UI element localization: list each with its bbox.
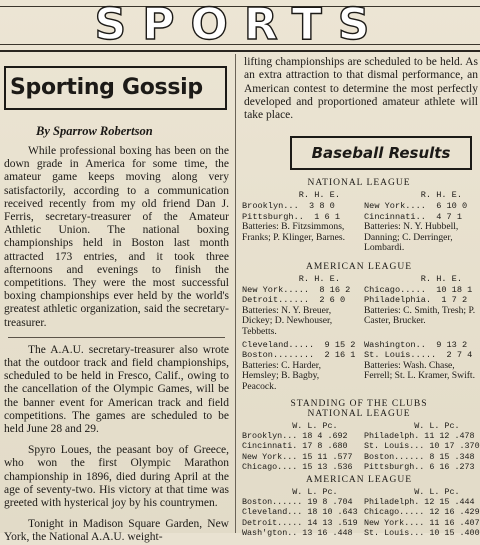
standings-row: Wash'gton.. 13 16 .448 [242,528,353,539]
article-paragraph: Spyro Loues, the peasant boy of Greece, who won the first Olympic Marathon championship in 1896, died during April at the age of seventy-two. His victory at that time was greeted with hysterical joy by his countrymen. [4,444,229,510]
article-paragraph: The A.A.U. secretary-treasurer also wrote that the outdoor track and field championships, scheduled to be held in Fresco, Calif., owing to the cancellation of the Olympic Games, will be the banner event for American track and field competitions. The games are scheduled to be held June 28 and 29. [4,343,229,436]
standings-row: W. L. Pc. [242,420,338,431]
league-games [238,274,480,338]
league-title: NATIONAL LEAGUE [307,408,411,419]
league-games [238,340,480,393]
byline: By Sparrow Robertson [36,124,153,138]
score-line: Philadelphia. 1 7 2 [364,295,468,306]
batteries-line: Batteries: C. Harder, Hemsley; B. Bagby, Peacock. [242,359,322,392]
article-paragraph: While professional boxing has been on the down grade in America for some time, the amateur game keeps moving along very satisfactorily, according to a communication received recently from my old friend Dan J. Ferris, secretary-treasurer of the Amateur Athletic Union. The national boxing championships held in Boston last month attracted 173 entries, and it took three afternoons and evenings to finish the competitions. They were the most successful boxing championships ever held by the world's greatest athletic organization, said the secretary-treasurer. [4,145,229,329]
score-line: R. H. E. [364,274,462,285]
standings-row: Cleveland... 18 10 .643 [242,507,358,518]
standings-row: Philadelph. 12 15 .444 [364,497,475,508]
standings-column [364,420,480,473]
standings-row: Cincinnati. 17 8 .680 [242,441,348,452]
game-box [364,340,476,393]
score-line: Pittsburgh.. 1 6 1 [242,211,340,222]
standings-row: W. L. Pc. [242,486,338,497]
standings-row: Chicago..... 12 16 .429 [364,507,480,518]
results-heading: Baseball Results [290,136,472,170]
league-title: AMERICAN LEAGUE [305,262,413,273]
standings-row: New York... 15 11 .577 [242,451,353,462]
gossip-column [0,54,233,544]
score-line: R. H. E. [242,274,340,285]
standings-row: New York.... 11 16 .407 [364,517,480,528]
standings-column [242,421,354,473]
standings-row: Brooklyn... 18 4 .692 [242,430,348,441]
score-line: Detroit...... 2 6 0 [242,295,346,306]
game-box [364,190,476,254]
paragraph-separator [8,337,225,338]
standings-column [364,486,480,539]
results-column [238,54,480,539]
gossip-heading: Sporting Gossip [4,66,227,110]
standings-row: Boston...... 8 15 .348 [364,451,475,462]
section-title: SPORTS [94,0,386,50]
standings-row: St. Louis... 10 17 .370 [364,441,480,452]
score-line: Washington.. 9 13 2 [364,339,468,350]
column-divider [235,54,236,533]
score-line: R. H. E. [242,190,340,201]
score-line: Brooklyn... 3 8 0 [242,201,335,212]
score-line: Cleveland..... 9 15 2 [242,339,356,350]
batteries-line: Batteries: C. Smith, Tresh; P. Caster, Brucker. [364,304,476,327]
batteries-line: Batteries: N. Y. Breuer, Dickey; D. Newhouser, Tebbetts. [242,304,333,338]
league-title: AMERICAN LEAGUE [305,474,413,485]
score-line: R. H. E. [364,190,462,201]
league-games [238,190,480,254]
score-line: Chicago..... 10 18 1 [364,284,473,295]
standings-table [238,487,480,539]
score-line: New York.... 6 10 0 [364,201,468,212]
game-box [242,340,354,393]
score-line: St. Louis..... 2 7 4 [364,350,473,361]
masthead [0,0,480,52]
standings-title: STANDING OF THE CLUBS [290,398,428,409]
standings-row: W. L. Pc. [364,420,460,431]
standings-row: Boston...... 19 8 .704 [242,497,353,508]
standings-table [238,421,480,473]
standings-row: W. L. Pc. [364,486,460,497]
score-line: New York..... 8 16 2 [242,284,351,295]
game-box [364,274,476,338]
score-line: Cincinnati.. 4 7 1 [364,211,462,222]
continued-paragraph: lifting championships are scheduled to be held. As an extra attraction to that dismal performance, an American contest to determine the most perfectly developed and proportioned amateur athlete will take place. [244,56,478,122]
standings-row: St. Louis... 10 15 .400 [364,528,480,539]
batteries-line: Batteries: N. Y. Hubbell, Danning; C. Derringer, Lombardi. [364,221,459,254]
league-title: NATIONAL LEAGUE [307,178,411,189]
standings-row: Detroit..... 14 13 .519 [242,517,358,528]
standings-row: Chicago.... 15 13 .536 [242,462,353,473]
batteries-line: Batteries: Wash. Chase, Ferrell; St. L. Kramer, Swift. [364,359,475,382]
article-paragraph: Tonight in Madison Square Garden, New York, the National A.A.U. weight- [4,518,229,544]
game-box [242,190,354,254]
game-box [242,274,354,338]
standings-column [242,486,358,539]
standings-row: Philadelph. 11 12 .478 [364,430,475,441]
batteries-line: Batteries: B. Fitzsimmons, Franks; P. Klinger, Barnes. [242,221,346,243]
score-line: Boston........ 2 16 1 [242,350,356,361]
standings-row: Pittsburgh.. 6 16 .273 [364,462,475,473]
